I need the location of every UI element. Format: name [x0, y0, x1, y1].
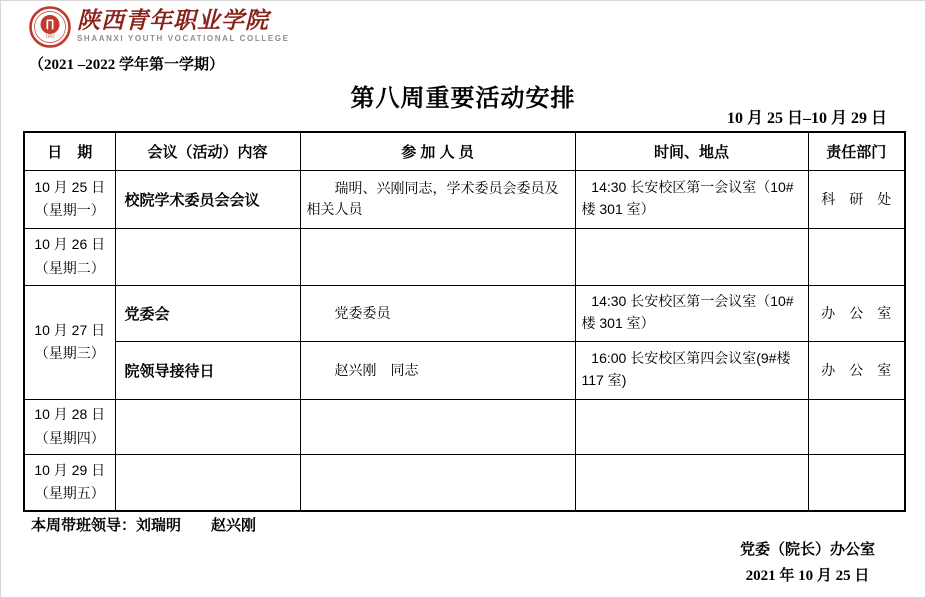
table-row-fri: [24, 454, 905, 511]
participants-cell: [300, 228, 575, 285]
department-cell: [808, 454, 905, 511]
activity-cell: [115, 454, 300, 511]
date-cell: [24, 170, 115, 228]
department-cell: 办 公 室: [808, 285, 905, 341]
date-text: 10 月 26 日: [34, 236, 106, 253]
col-header-activity: 会议（活动）内容: [115, 132, 300, 170]
seal-year-text: 1952: [45, 33, 55, 39]
time-place-cell: 16:00 长安校区第四会议室(9#楼 117 室): [575, 341, 808, 399]
weekday-text: （星期五）: [34, 485, 105, 502]
participants-cell: [300, 454, 575, 511]
col-header-participants: 参 加 人 员: [300, 132, 575, 170]
table-row-mon: [24, 170, 905, 228]
date-cell: [24, 228, 115, 285]
semester-label: （2021 –2022 学年第一学期）: [29, 57, 225, 73]
department-cell: [808, 399, 905, 454]
weekday-text: （星期三）: [34, 345, 105, 361]
time-place-cell: 14:30 长安校区第一会议室（10#楼 301 室）: [575, 285, 808, 341]
participants-cell: [300, 399, 575, 454]
time-place-cell: [575, 228, 808, 285]
participants-cell: 瑞明、兴刚同志，学术委员会委员及相关人员: [300, 170, 575, 228]
college-logo: [29, 6, 290, 48]
table-header-row: [24, 132, 905, 170]
college-name-english: SHAANXI YOUTH VOCATIONAL COLLEGE: [77, 34, 290, 44]
weekday-text: （星期四）: [34, 429, 105, 446]
date-cell: [24, 285, 115, 399]
issue-date: 2021 年 10 月 25 日: [745, 568, 870, 585]
date-cell: [24, 454, 115, 511]
issuer-office: 党委（院长）办公室: [739, 542, 875, 558]
department-cell: [808, 228, 905, 285]
col-header-date: 日 期: [24, 132, 115, 170]
department-cell: 科 研 处: [808, 170, 905, 228]
activity-cell: 校院学术委员会会议: [115, 170, 300, 228]
activity-cell: [115, 399, 300, 454]
activity-cell: 院领导接待日: [115, 341, 300, 399]
college-name-block: [77, 6, 290, 43]
issuer-block: [740, 537, 875, 590]
activity-cell: [115, 228, 300, 285]
college-seal-icon: [29, 6, 71, 48]
table-row-tue: [24, 228, 905, 285]
participants-cell: 赵兴刚 同志: [300, 341, 575, 399]
date-text: 10 月 25 日: [34, 178, 106, 195]
table-row-thu: [24, 399, 905, 454]
activity-cell: 党委会: [115, 285, 300, 341]
week-date-range: 10 月 25 日–10 月 29 日: [726, 110, 887, 127]
col-header-department: 责任部门: [808, 132, 905, 170]
college-name-chinese: 陕西青年职业学院: [77, 7, 269, 34]
duty-leaders-line: 本周带班领导：刘瑞明 赵兴刚: [31, 517, 257, 534]
page-title: 第八周重要活动安排: [350, 85, 576, 112]
table-row-wed-2: [24, 341, 905, 399]
date-text: 10 月 28 日: [34, 406, 106, 423]
date-text: 10 月 27 日: [34, 321, 106, 338]
time-place-cell: 14:30 长安校区第一会议室（10#楼 301 室）: [575, 170, 808, 228]
department-cell: 办 公 室: [808, 341, 905, 399]
time-place-cell: [575, 454, 808, 511]
col-header-time-place: 时间、地点: [575, 132, 808, 170]
date-text: 10 月 29 日: [34, 462, 106, 479]
participants-cell: 党委委员: [300, 285, 575, 341]
weekday-text: （星期二）: [34, 259, 105, 276]
date-cell: [24, 399, 115, 454]
time-place-cell: [575, 399, 808, 454]
table-row-wed-1: [24, 285, 905, 341]
weekly-schedule-table: [23, 131, 906, 512]
weekday-text: （星期一）: [34, 202, 105, 218]
